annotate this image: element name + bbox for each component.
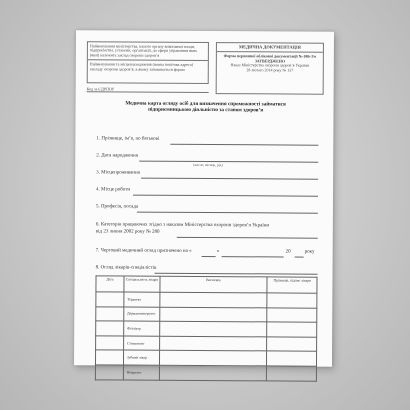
next-exam-month-line[interactable]: [222, 256, 284, 257]
col-header-date: Дата: [96, 276, 124, 292]
conclusion-cell[interactable]: [159, 351, 266, 366]
next-exam-year-prefix: 20: [285, 249, 291, 255]
next-exam-label: 7. Черговий медичний огляд призначено на «: [95, 248, 192, 254]
medical-documentation-title: МЕДИЧНА ДОКУМЕНТАЦІЯ: [238, 43, 301, 50]
workplace-label: 4. Місце роботи: [96, 187, 131, 193]
signature-cell[interactable]: [267, 366, 317, 381]
specialty-cell: Дерматовенеролог: [124, 307, 160, 322]
date-cell[interactable]: [96, 321, 124, 336]
conclusion-cell[interactable]: [159, 336, 266, 351]
specialists-exam-label: 8. Огляд лікарів-спеціалістів: [95, 265, 157, 271]
next-exam-year-line[interactable]: [295, 257, 304, 258]
form-number: Форма первинної облікової документації № 086-3/о: [223, 53, 317, 59]
next-exam-day-line[interactable]: [202, 256, 216, 257]
full-name-line[interactable]: [170, 144, 318, 146]
medical-form-sheet: [74, 30, 334, 375]
col-header-conclusion: Висновок: [160, 276, 267, 293]
col-header-signature: Прізвище, підпис лікаря: [267, 277, 317, 293]
signature-cell[interactable]: [267, 307, 317, 322]
profession-label: 5. Професія, посада: [95, 204, 139, 210]
document-title: [106, 100, 306, 113]
institution-box: [87, 41, 209, 84]
date-cell[interactable]: [95, 365, 123, 380]
specialists-exam-line: [155, 273, 318, 275]
next-exam-year-suffix: року: [304, 249, 315, 255]
signature-cell[interactable]: [267, 337, 317, 352]
edrpou-code-row: Код за ЄДРПОУ: [87, 86, 209, 93]
category-label: 6. Категорія працюючих згідно з наказом Міністерства охорони здоров’я України: [95, 222, 270, 229]
residence-line[interactable]: [141, 178, 318, 180]
table-row: [96, 336, 317, 352]
signature-cell[interactable]: [267, 351, 317, 366]
table-row: [95, 365, 316, 381]
date-cell[interactable]: [95, 350, 123, 365]
col-header-specialty: Спеціальність лікаря: [124, 276, 160, 292]
specialty-cell: Зубний лікар: [123, 350, 159, 365]
signature-cell[interactable]: [267, 293, 317, 308]
approved-label: ЗАТВЕРДЖЕНО: [254, 57, 285, 64]
ministry-order-label: Наказ Міністерства охорони здоров’я України: [230, 62, 310, 68]
residence-label: 3. Місцепроживання: [96, 170, 140, 176]
ministry-name-label: Найменування міністерства, іншого органу виконавчої влади, підприємства, установи, організації, до сфери управління яких (якої) належить заклад охорони здоров’я: [89, 42, 198, 58]
date-cell[interactable]: [96, 306, 124, 321]
birth-date-line[interactable]: [139, 161, 318, 163]
specialty-cell: Терапевт: [124, 292, 160, 307]
specialty-cell: Невролог: [123, 365, 159, 380]
conclusion-cell[interactable]: [159, 365, 266, 380]
conclusion-cell[interactable]: [160, 292, 267, 307]
birth-date-label: 2. Дата народження: [96, 153, 139, 159]
specialty-cell: Фтизіатр: [124, 321, 160, 336]
conclusion-cell[interactable]: [160, 307, 267, 322]
full-name-label: 1. Прізвище, ім’я, по батькові: [96, 136, 160, 142]
table-row: [96, 306, 317, 322]
category-order-label: від 23 липня 2002 року № 280: [95, 229, 160, 235]
signature-cell[interactable]: [267, 322, 317, 337]
date-cell[interactable]: [96, 292, 124, 307]
category-line[interactable]: [177, 237, 318, 239]
document-title-line-1: Медична карта огляду осіб для визначення спроможності займатися: [125, 100, 286, 108]
order-date-label: 28 лютого 2014 року № 157: [246, 67, 294, 73]
specialists-exam-table: [95, 275, 318, 381]
institution-name-label: Найменування та місцезнаходження (повна поштова адреса) закладу охорони здоров’я, в якому заповнюється форма: [89, 61, 194, 72]
date-cell[interactable]: [96, 336, 124, 351]
conclusion-cell[interactable]: [159, 321, 266, 336]
specialty-cell: Стоматолог: [123, 336, 159, 351]
profession-line[interactable]: [137, 212, 318, 214]
birth-date-hint: (число, місяць, рік): [193, 162, 223, 168]
table-row: [96, 292, 317, 308]
table-row: [96, 321, 317, 337]
workplace-line[interactable]: [133, 195, 318, 197]
medical-documentation-box: [216, 42, 324, 95]
table-row: [95, 350, 316, 366]
document-title-line-2: підприємницькою діяльністю за станом здоров’я: [148, 106, 264, 114]
next-exam-quote: »: [216, 249, 220, 255]
